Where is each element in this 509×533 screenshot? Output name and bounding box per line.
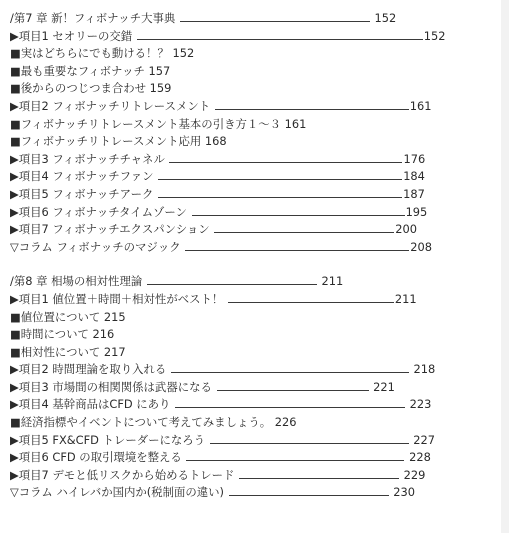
entry-text: ▶項目2 時間理論を取り入れる: [10, 362, 170, 377]
toc-subentry: [10, 133, 490, 151]
leader-line: [192, 204, 405, 216]
leader-line: [228, 291, 394, 303]
leader-line: [137, 28, 423, 40]
entry-page: 218: [409, 362, 436, 377]
leader-line: [171, 361, 409, 373]
entry-page: 229: [400, 467, 426, 482]
entry-text: ▶項目1 値位置＋時間＋相対性がベスト！: [10, 291, 227, 306]
entry-text: ▶項目3 フィボナッチチャネル: [10, 151, 169, 166]
leader-line: [214, 221, 394, 233]
toc-entry: [10, 151, 490, 169]
toc-subentry: [10, 45, 490, 63]
toc-subentry: [10, 326, 490, 344]
entry-page: 200: [395, 222, 418, 237]
toc-subentry: [10, 344, 490, 362]
entry-text: ▶項目6 CFD の取引環境を整える: [10, 450, 186, 465]
toc-entry: [10, 484, 490, 502]
entry-page: 187: [403, 186, 425, 201]
entry-text: ■フィボナッチリトレースメント基本の引き方１～３ 161: [10, 116, 307, 131]
leader-line: [158, 186, 402, 198]
entry-page: 211: [394, 291, 417, 306]
entry-text: ▶項目6 フィボナッチタイムゾーン: [10, 204, 191, 219]
leader-line: [180, 10, 370, 22]
entry-text: ■最も重要なフィボナッチ 157: [10, 63, 171, 78]
toc-entry: [10, 239, 490, 257]
entry-text: ■時間について 216: [10, 327, 115, 342]
entry-text: ▽コラム フィボナッチのマジック: [10, 239, 185, 254]
chapter-page: 152: [370, 11, 397, 25]
entry-text: ▶項目7 フィボナッチエクスパンション: [10, 222, 214, 237]
entry-text: ▶項目2 フィボナッチリトレースメント: [10, 98, 214, 113]
leader-line: [217, 379, 369, 391]
entry-text: ▶項目5 フィボナッチアーク: [10, 186, 158, 201]
chapter-title: /第8 章 相場の相対性理論: [10, 274, 146, 289]
leader-line: [186, 449, 404, 461]
entry-text: ▶項目5 FX&CFD トレーダーになろう: [10, 432, 209, 447]
entry-text: ■後からのつじつま合わせ 159: [10, 81, 172, 96]
entry-page: 221: [369, 379, 395, 394]
toc-entry: [10, 467, 490, 485]
leader-line: [239, 467, 399, 479]
entry-text: ■値位置について 215: [10, 309, 126, 324]
entry-text: ■実はどちらにでも動ける！？ 152: [10, 46, 195, 61]
entry-page: 223: [406, 397, 432, 412]
entry-text: ■相対性について 217: [10, 344, 126, 359]
toc-entry: [10, 98, 490, 116]
toc-entry: [10, 361, 490, 379]
toc-entry: [10, 396, 490, 414]
toc-subentry: [10, 309, 490, 327]
leader-line: [169, 151, 402, 163]
toc-entry: [10, 186, 490, 204]
toc-entry: [10, 221, 490, 239]
chapter-title: /第7 章 新！フィボナッチ大事典: [10, 11, 179, 25]
entry-page: 230: [389, 485, 415, 500]
entry-text: ▶項目4 基幹商品はCFD にあり: [10, 397, 175, 412]
entry-page: 161: [409, 98, 432, 113]
toc-entry: [10, 432, 490, 450]
toc-entry: [10, 379, 490, 397]
leader-line: [158, 168, 402, 180]
leader-line: [215, 98, 409, 110]
leader-line: [147, 273, 317, 285]
leader-line: [185, 239, 409, 251]
entry-text: ■フィボナッチリトレースメント応用 168: [10, 134, 227, 149]
entry-page: 208: [410, 239, 432, 254]
toc-subentry: [10, 414, 490, 432]
toc-entry: [10, 291, 490, 309]
chapter-heading: [10, 10, 490, 28]
toc-entry: [10, 204, 490, 222]
entry-text: ▽コラム ハイレバか国内か(税制面の違い): [10, 485, 228, 500]
entry-page: 152: [423, 28, 446, 43]
table-of-contents: [10, 10, 490, 502]
entry-page: 228: [405, 450, 431, 465]
leader-line: [175, 396, 405, 408]
entry-page: 195: [405, 204, 428, 219]
toc-subentry: [10, 80, 490, 98]
chapter-heading: [10, 273, 490, 291]
entry-text: ▶項目3 市場間の相関関係は武器になる: [10, 379, 216, 394]
section-gap: [10, 256, 490, 273]
entry-text: ▶項目1 セオリーの交錯: [10, 28, 136, 43]
toc-entry: [10, 168, 490, 186]
toc-entry: [10, 28, 490, 46]
entry-page: 227: [409, 432, 436, 447]
leader-line: [229, 484, 389, 496]
toc-entry: [10, 449, 490, 467]
toc-subentry: [10, 63, 490, 81]
entry-text: ▶項目7 デモと低リスクから始めるトレード: [10, 467, 239, 482]
entry-text: ■経済指標やイベントについて考えてみましょう。 226: [10, 415, 297, 430]
toc-subentry: [10, 116, 490, 134]
entry-page: 184: [403, 169, 425, 184]
page-edge-shadow: [501, 0, 509, 533]
chapter-page: 211: [317, 274, 344, 289]
leader-line: [210, 432, 409, 444]
entry-page: 176: [403, 151, 426, 166]
entry-text: ▶項目4 フィボナッチファン: [10, 169, 158, 184]
